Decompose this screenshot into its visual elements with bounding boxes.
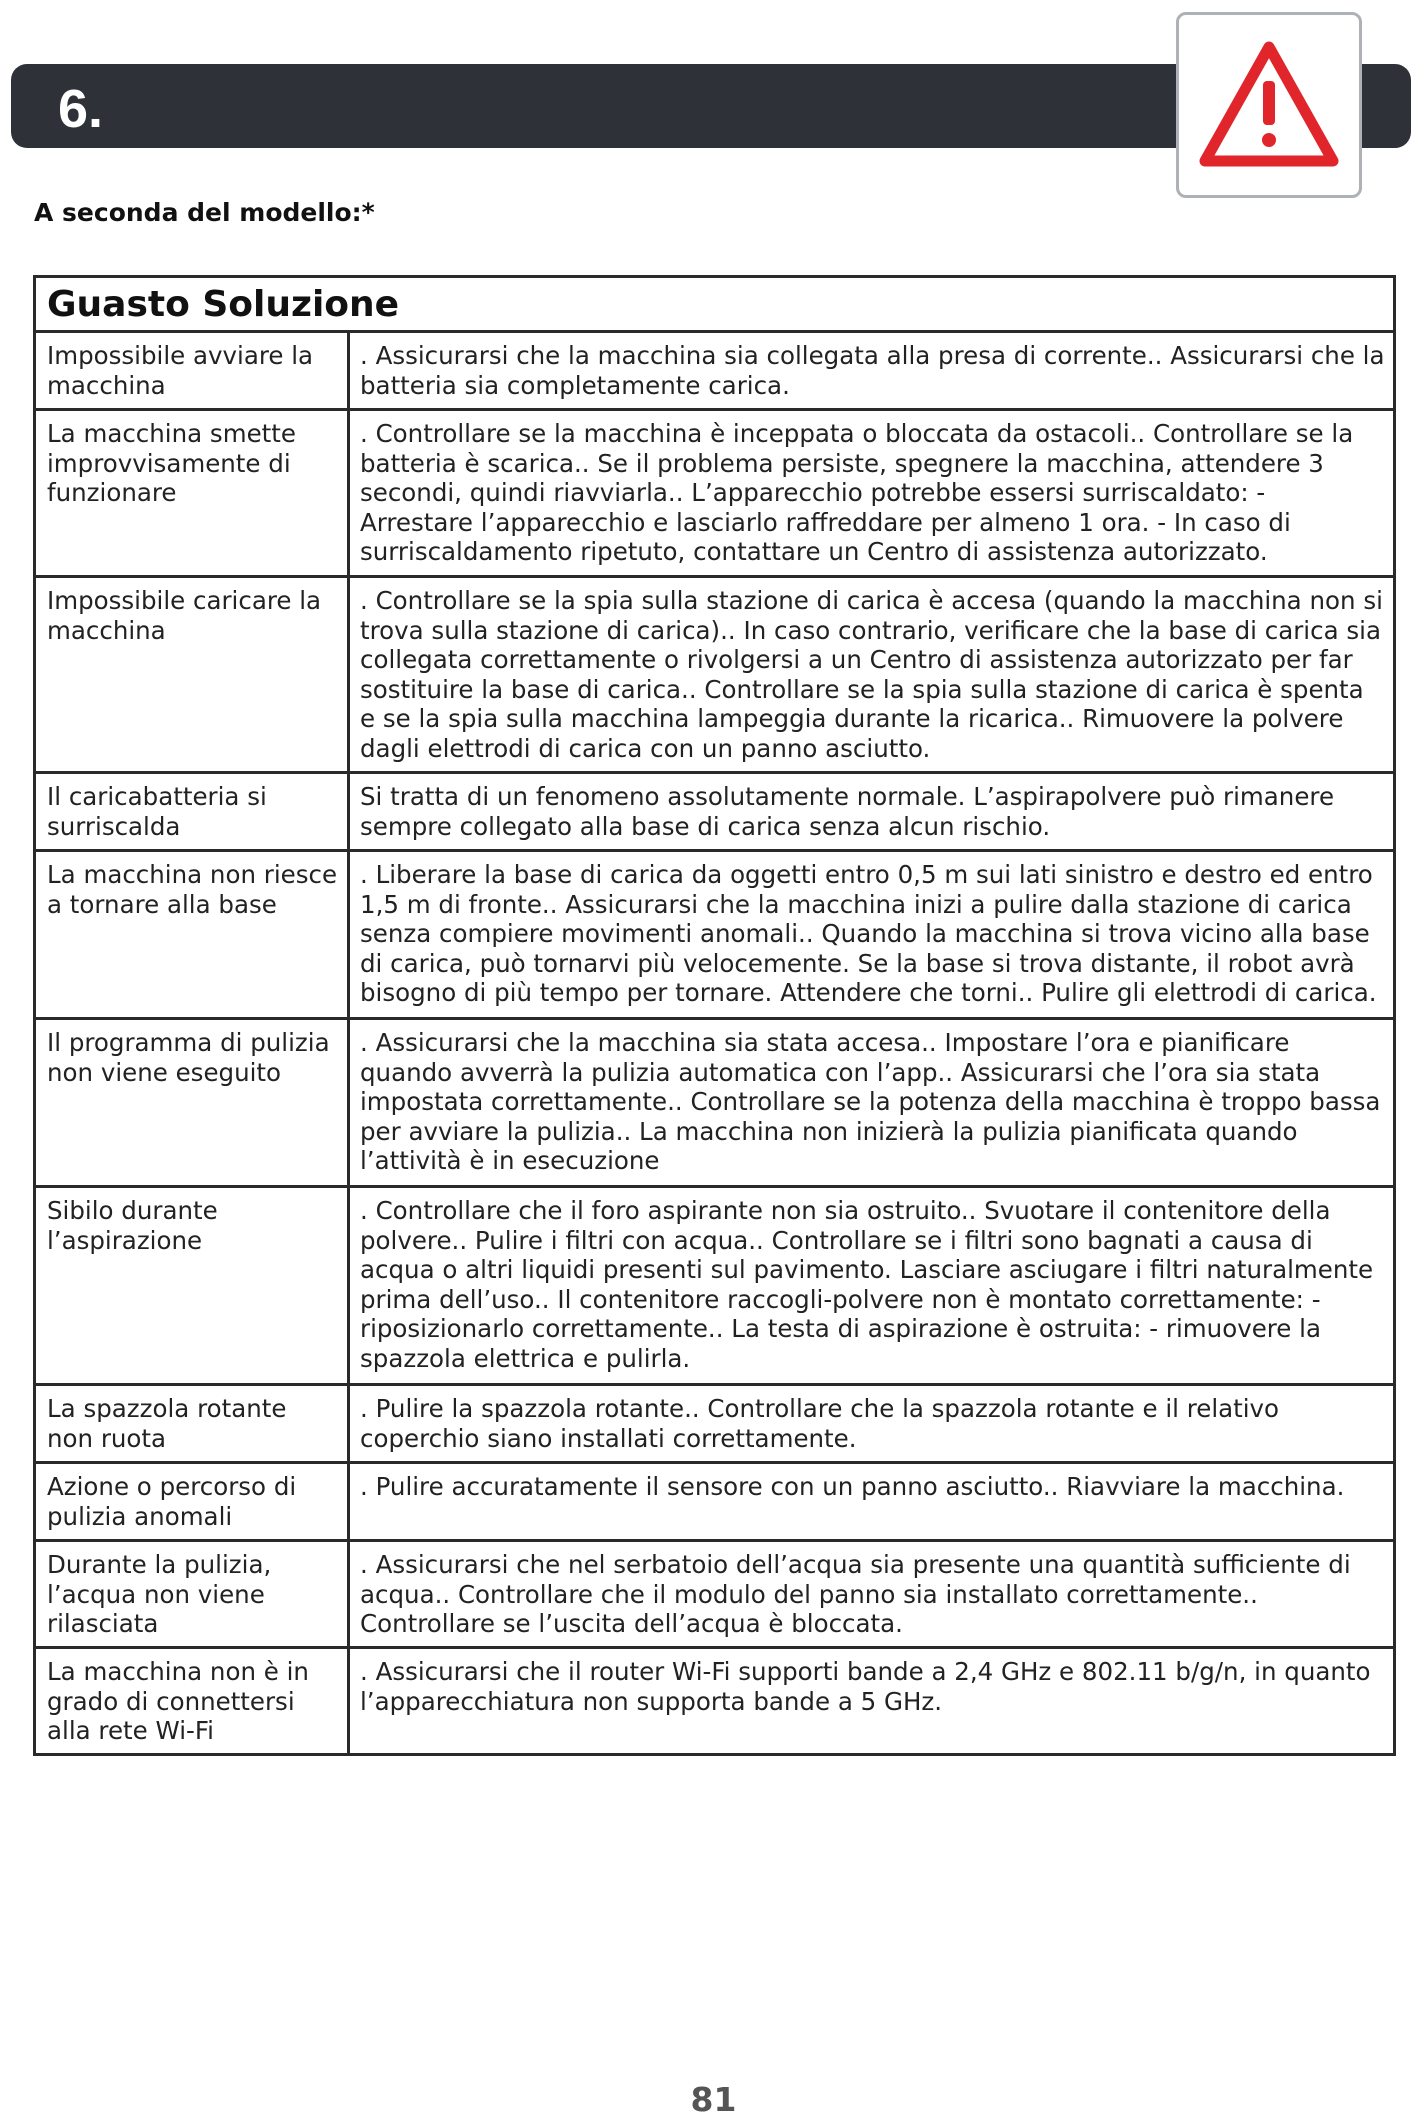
table-row (36, 333, 1393, 411)
fault-cell: Impossibile avviare la macchina (36, 333, 350, 408)
fault-cell: La macchina non è in grado di connettersi alla rete Wi-Fi (36, 1649, 350, 1753)
solution-cell: . Pulire la spazzola rotante.. Controllare che la spazzola rotante e il relativo coperchio siano installati correttamente. (360, 1394, 1280, 1453)
fault-cell: La macchina smette improvvisamente di funzionare (36, 411, 350, 575)
solution-cell: . Assicurarsi che nel serbatoio dell’acqua sia presente una quantità sufficiente di acqua.. Controllare che il modulo del panno sia installato correttamente.. Controllare se l’uscita dell’acqua è bloccata. (360, 1550, 1351, 1638)
solution-cell: . Pulire accuratamente il sensore con un panno asciutto.. Riavviare la macchina. (360, 1472, 1345, 1501)
page-number: 81 (690, 2080, 737, 2119)
table-row (36, 852, 1393, 1020)
table-row (36, 1386, 1393, 1464)
section-number: 6. (58, 79, 104, 139)
solution-cell: . Assicurarsi che la macchina sia stata accesa.. Impostare l’ora e pianificare quando avverrà la pulizia automatica con l’app.. Assicurarsi che l’ora sia stata impostata correttamente.. Controllare se la potenza della macchina è troppo bassa per avviare la pulizia.. La macchina non inizierà la pulizia pianificata quando l’attività è in esecuzione (360, 1028, 1381, 1175)
fault-cell: La macchina non riesce a tornare alla base (36, 852, 350, 1017)
fault-cell: Sibilo durante l’aspirazione (36, 1188, 350, 1383)
solution-cell: . Controllare se la macchina è inceppata o bloccata da ostacoli.. Controllare se la batteria è scarica.. Se il problema persiste, spegnere la macchina, attendere 3 secondi, quindi riavviarla.. L’apparecchio potrebbe essersi surriscaldato: - Arrestare l’apparecchio e lasciarlo raffreddare per almeno 1 ora. - In caso di surriscaldamento ripetuto, contattare un Centro di assistenza autorizzato. (360, 419, 1354, 566)
model-note: A seconda del modello:* (34, 198, 375, 227)
table-row (36, 1464, 1393, 1542)
warning-triangle-icon (1193, 35, 1345, 175)
solution-cell: . Controllare che il foro aspirante non sia ostruito.. Svuotare il contenitore della polvere.. Pulire i filtri con acqua.. Controllare se i filtri sono bagnati a causa di acqua o altri liquidi presenti sul pavimento. Lasciare asciugare i filtri naturalmente prima dell’uso.. Il contenitore raccogli-polvere non è montato correttamente: - riposizionarlo correttamente.. La testa di aspirazione è ostruita: - rimuovere la spazzola elettrica e pulirla. (360, 1196, 1374, 1373)
fault-cell: Il caricabatteria si surriscalda (36, 774, 350, 849)
solution-cell: . Assicurarsi che il router Wi-Fi supporti bande a 2,4 GHz e 802.11 b/g/n, in quanto l’apparecchiatura non supporta bande a 5 GHz. (360, 1657, 1371, 1716)
table-row (36, 774, 1393, 852)
fault-cell: Durante la pulizia, l’acqua non viene rilasciata (36, 1542, 350, 1646)
solution-cell: . Assicurarsi che la macchina sia collegata alla presa di corrente.. Assicurarsi che la batteria sia completamente carica. (360, 341, 1385, 400)
table-row (36, 1020, 1393, 1188)
table-row (36, 1188, 1393, 1386)
table-row (36, 578, 1393, 774)
fault-cell: Impossibile caricare la macchina (36, 578, 350, 771)
warning-badge (1176, 12, 1362, 198)
fault-cell: Il programma di pulizia non viene eseguito (36, 1020, 350, 1185)
solution-cell: . Liberare la base di carica da oggetti entro 0,5 m sui lati sinistro e destro ed entro 1,5 m di fronte.. Assicurarsi che la macchina inizi a pulire dalla stazione di carica senza compiere movimenti anomali.. Quando la macchina si trova vicino alla base di carica, può tornarvi più velocemente. Se la base si trova distante, il robot avrà bisogno di più tempo per tornare. Attendere che torni.. Pulire gli elettrodi di carica. (360, 860, 1377, 1007)
solution-cell: Si tratta di un fenomeno assolutamente normale. L’aspirapolvere può rimanere sempre collegato alla base di carica senza alcun rischio. (360, 782, 1335, 841)
solution-cell: . Controllare se la spia sulla stazione di carica è accesa (quando la macchina non si trova sulla stazione di carica).. In caso contrario, verificare che la base di carica sia collegata correttamente o rivolgersi a un Centro di assistenza autorizzato per far sostituire la base di carica.. Controllare se la spia sulla stazione di carica è spenta e se la spia sulla macchina lampeggia durante la ricarica.. Rimuovere la polvere dagli elettrodi di carica con un panno asciutto. (360, 586, 1383, 763)
table-row (36, 1649, 1393, 1753)
table-row (36, 411, 1393, 578)
fault-cell: Azione o percorso di pulizia anomali (36, 1464, 350, 1539)
table-heading: Guasto Soluzione (36, 278, 1393, 333)
fault-cell: La spazzola rotante non ruota (36, 1386, 350, 1461)
table-row (36, 1542, 1393, 1649)
troubleshooting-table (33, 275, 1396, 1756)
